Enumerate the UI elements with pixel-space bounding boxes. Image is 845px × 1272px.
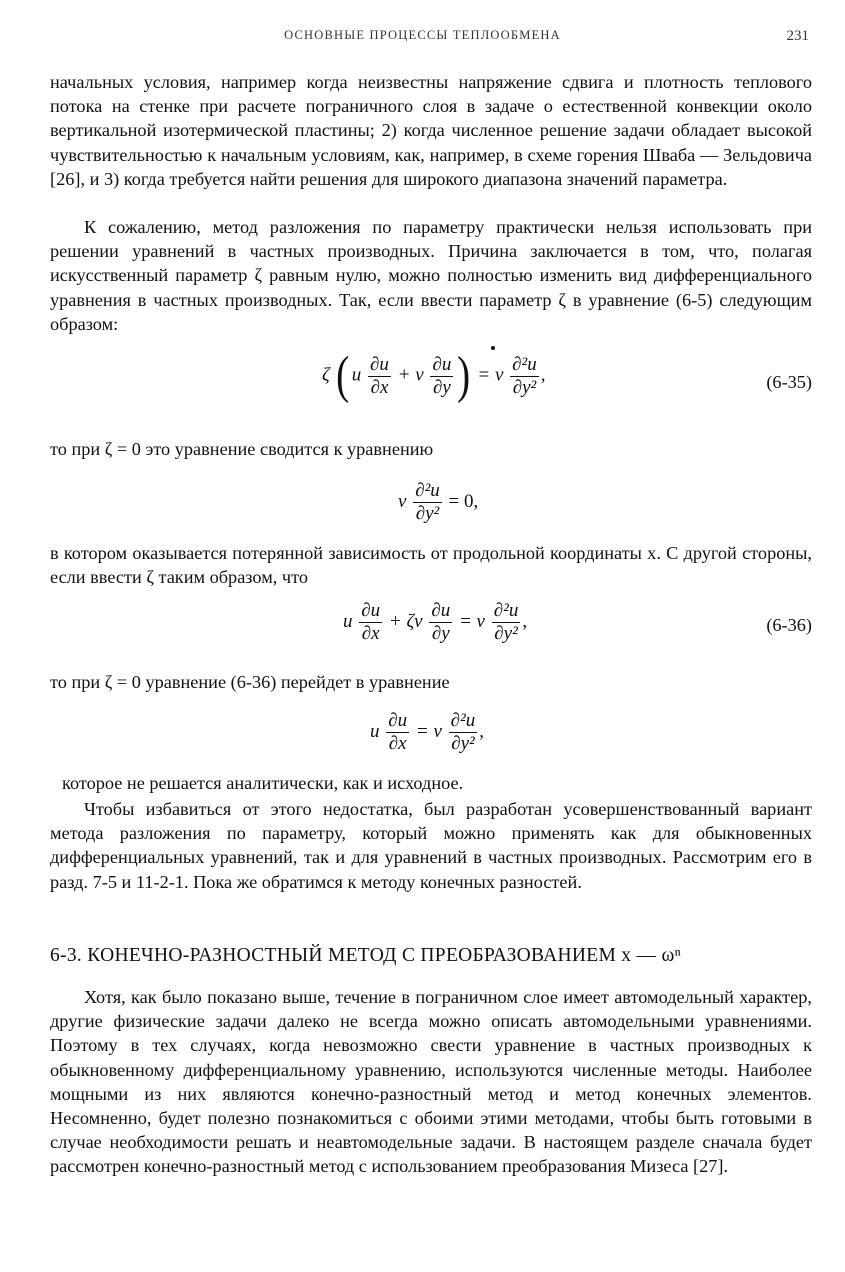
equation-reduced: ν $\frac{\text{∂²u}}{\text{∂y²}}$ = 0,: [398, 480, 479, 524]
text-not-analytical: которое не решается аналитически, как и исходное.: [62, 773, 464, 793]
equation-number-6-36: (6-36): [766, 615, 812, 635]
running-title: ОСНОВНЫЕ ПРОЦЕССЫ ТЕПЛООБМЕНА: [284, 28, 561, 42]
paragraph-finite-difference: Хотя, как было показано выше, течение в пограничном слое имеет автомодельный характер, другие физические задачи далеко не всегда можно описать автомодельными уравнениями. Поэтому в тех случаях, когда невозможно свести уравнение в частных производных к обыкновенному дифференциальному уравнению, используются численные методы. Наиболее мощными из них являются конечно-разностный метод и метод конечных элементов. Несомненно, будет полезно познакомиться с обоими этими методами, чтобы быть готовыми в случае необходимости решать и неавтомодельные задачи. В настоящем разделе сначала будет рассмотрен конечно-разностный метод с использованием преобразования Мизеса [27].: [50, 987, 812, 1177]
running-head: [0, 28, 845, 50]
paragraph-continuation: начальных условия, например когда неизвестны напряжение сдвига и плотность теплового потока на стенке при расчете пограничного слоя в задаче о естественной конвекции около вертикальной изотермической пластины; 2) когда численное решение задачи обладает высокой чувствительностью к начальным условиям, как, например, в схеме горения Шваба — Зельдовича [26], и 3) когда требуется найти решения для широкого диапазона значений параметра.: [50, 72, 812, 189]
text-transforms-to: то при ζ = 0 уравнение (6-36) перейдет в уравнение: [50, 672, 450, 692]
equation-6-36: u $\frac{\partial u}{\partial x}$ + ζv $\frac{\partial u}{\partial y}$ = ν $\frac{\text{∂²u}}{\text{∂y²}}$ ,: [343, 600, 528, 644]
equation-6-35: ζ ( u $\frac{\partial u}{\partial x}$ + v $\frac{\partial u}{\partial y}$ ) = ν $\frac{\text{∂²u}}{\text{∂y²}}$ ,: [322, 347, 546, 404]
paragraph-improved-method: Чтобы избавиться от этого недостатка, был разработан усовершенствованный вариант метода разложения по параметру, который можно применять как для обыкновенных дифференциальных уравнений, так и для уравнений в частных производных. Рассмотрим его в разд. 7-5 и 11-2-1. Пока же обратимся к методу конечных разностей.: [50, 799, 812, 892]
page-number: 231: [786, 28, 809, 44]
paragraph-lost-dependence: в котором оказывается потерянной зависимость от продольной координаты x. С другой стороны, если ввести ζ таким образом, что: [50, 543, 812, 588]
section-heading: 6-3. КОНЕЧНО-РАЗНОСТНЫЙ МЕТОД С ПРЕОБРАЗОВАНИЕМ x — ωⁿ: [50, 945, 682, 966]
paragraph-parameter-method: К сожалению, метод разложения по параметру практически нельзя использовать при решении уравнений в частных производных. Причина заключается в том, что, полагая искусственный параметр ζ равным нулю, можно полностью изменить вид дифференциального уравнения в частных производных. Так, если ввести параметр ζ в уравнение (6-5) следующим образом:: [50, 217, 812, 334]
equation-unsolvable: u $\frac{\partial u}{\partial x}$ = ν $\frac{\text{∂²u}}{\text{∂y²}}$ ,: [370, 710, 484, 754]
equation-number-6-35: (6-35): [766, 372, 812, 392]
text-reduces-to: то при ζ = 0 это уравнение сводится к уравнению: [50, 439, 434, 459]
